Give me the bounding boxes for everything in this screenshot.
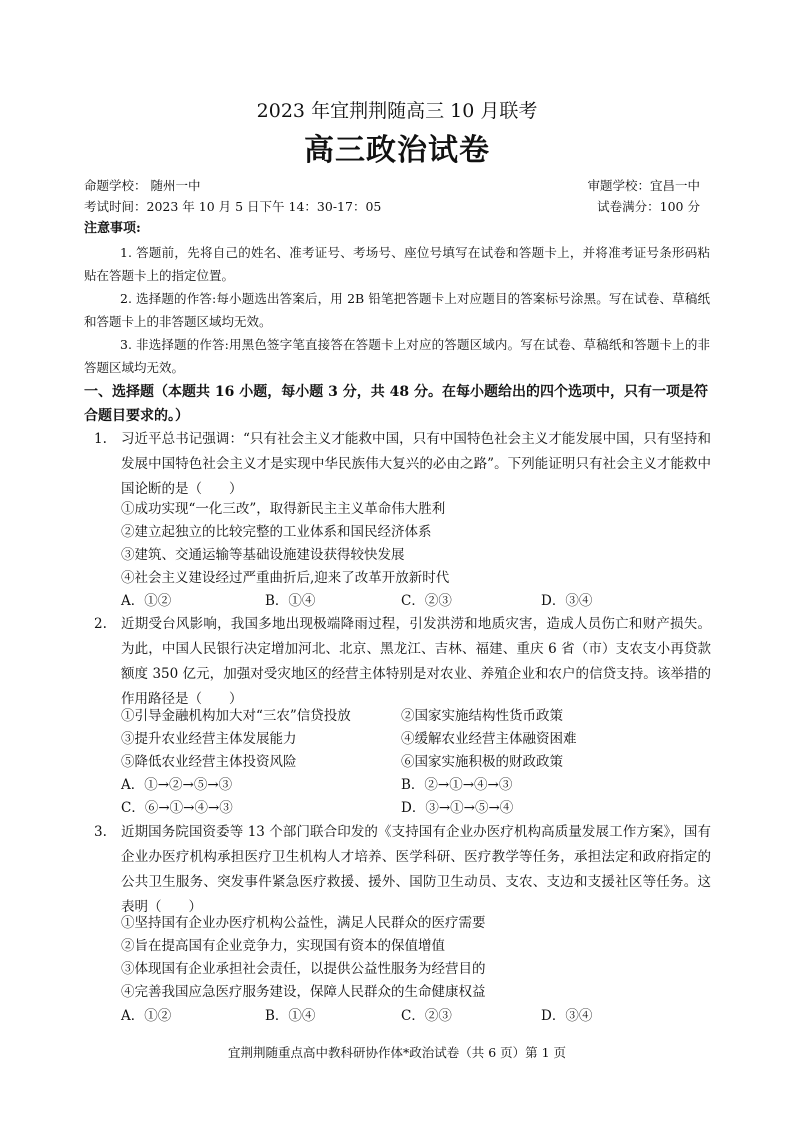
question-number: 2. <box>94 616 107 632</box>
exam-title: 2023 年宜荆荆随高三 10 月联考 <box>256 100 538 122</box>
note-item: 3. 非选择题的作答:用黑色签字笔直接答在答题卡上对应的答题区域内。写在试卷、草稿纸和答题卡上的非答题区域均无效。 <box>84 337 710 375</box>
section-heading: 一、选择题（本题共 16 小题，每小题 3 分，共 48 分。在每小题给出的四个选项中，只有一项是符合题目要求的。） <box>84 384 708 424</box>
statement: ③体现国有企业承担社会责任，以提供公益性服务为经营目的 <box>121 961 486 977</box>
proposer-school: 命题学校： 随州一中 <box>84 178 201 193</box>
statement: ⑥国家实施积极的财政政策 <box>401 754 563 770</box>
statement: ④完善我国应急医疗服务建设，保障人民群众的生命健康权益 <box>121 984 486 1000</box>
notes-heading: 注意事项: <box>84 221 141 236</box>
note-item: 1. 答题前，先将自己的姓名、准考证号、考场号、座位号填写在试卷和答题卡上，并将准考证号条形码粘贴在答题卡上的指定位置。 <box>84 245 710 283</box>
option-b: B．②→①→④→③ <box>401 777 513 793</box>
option-c: C．⑥→①→④→③ <box>121 800 233 816</box>
statement: ①坚持国有企业办医疗机构公益性，满足人民群众的医疗需要 <box>121 915 486 931</box>
option-b: B．①④ <box>265 593 316 609</box>
question-stem: 近期国务院国资委等 13 个部门联合印发的《支持国有企业办医疗机构高质量发展工作方案》，国有企业办医疗机构承担医疗卫生机构人才培养、医学科研、医疗教学等任务，承担法定和政府指定的公共卫生服务、突发事件紧急医疗救援、援外、国防卫生动员、支农、支边和支援社区等任务。这表明（ ） <box>121 824 711 915</box>
note-item: 2. 选择题的作答:每小题选出答案后，用 2B 铅笔把答题卡上对应题目的答案标号涂黑。写在试卷、草稿纸和答题卡上的非答题区域均无效。 <box>84 291 710 329</box>
option-d: D．③→①→⑤→④ <box>401 800 514 816</box>
subject-title: 高三政治试卷 <box>304 133 490 168</box>
question-number: 1. <box>94 431 107 447</box>
statement: ④缓解农业经营主体融资困难 <box>401 731 577 747</box>
full-score: 试卷满分：100 分 <box>597 199 700 214</box>
question-stem: 习近平总书记强调：“只有社会主义才能救中国，只有中国特色社会主义才能发展中国，只有坚持和发展中国特色社会主义才是实现中华民族伟大复兴的必由之路”。下列能证明只有社会主义才能救中国论断的是（ ） <box>121 431 711 497</box>
statement: ⑤降低农业经营主体投资风险 <box>121 754 297 770</box>
exam-time: 考试时间：2023 年 10 月 5 日下午 14：30-17：05 <box>84 199 382 214</box>
statement: ②建立起独立的比较完整的工业体系和国民经济体系 <box>121 524 432 540</box>
question-number: 3. <box>94 824 107 840</box>
statement: ④社会主义建设经过严重曲折后,迎来了改革开放新时代 <box>121 570 450 586</box>
option-d: D．③④ <box>541 593 593 609</box>
option-c: C．②③ <box>401 1008 452 1024</box>
option-a: A．①② <box>121 1008 172 1024</box>
statement: ③建筑、交通运输等基础设施建设获得较快发展 <box>121 547 405 563</box>
statement: ②国家实施结构性货币政策 <box>401 708 563 724</box>
option-c: C．②③ <box>401 593 452 609</box>
statement: ①引导金融机构加大对“三农”信贷投放 <box>121 708 351 724</box>
option-a: A．①→②→⑤→③ <box>121 777 233 793</box>
option-a: A．①② <box>121 593 172 609</box>
option-d: D．③④ <box>541 1008 593 1024</box>
statement: ②旨在提高国有企业竞争力，实现国有资本的保值增值 <box>121 938 445 954</box>
statement: ①成功实现“一化三改”，取得新民主主义革命伟大胜利 <box>121 501 446 517</box>
option-b: B．①④ <box>265 1008 316 1024</box>
question-stem: 近期受台风影响，我国多地出现极端降雨过程，引发洪涝和地质灾害，造成人员伤亡和财产损失。为此，中国人民银行决定增加河北、北京、黑龙江、吉林、福建、重庆 6 省（市）支农支小再贷款额度 350 亿元，加强对受灾地区的经营主体特别是对农业、养殖企业和农户的信贷支持。该举措的作用路径是（ ） <box>121 616 711 707</box>
reviewer-school: 审题学校：宜昌一中 <box>587 178 700 193</box>
statement: ③提升农业经营主体发展能力 <box>121 731 297 747</box>
page-footer: 宜荆荆随重点高中教科研协作体*政治试卷（共 6 页）第 1 页 <box>227 1045 567 1060</box>
